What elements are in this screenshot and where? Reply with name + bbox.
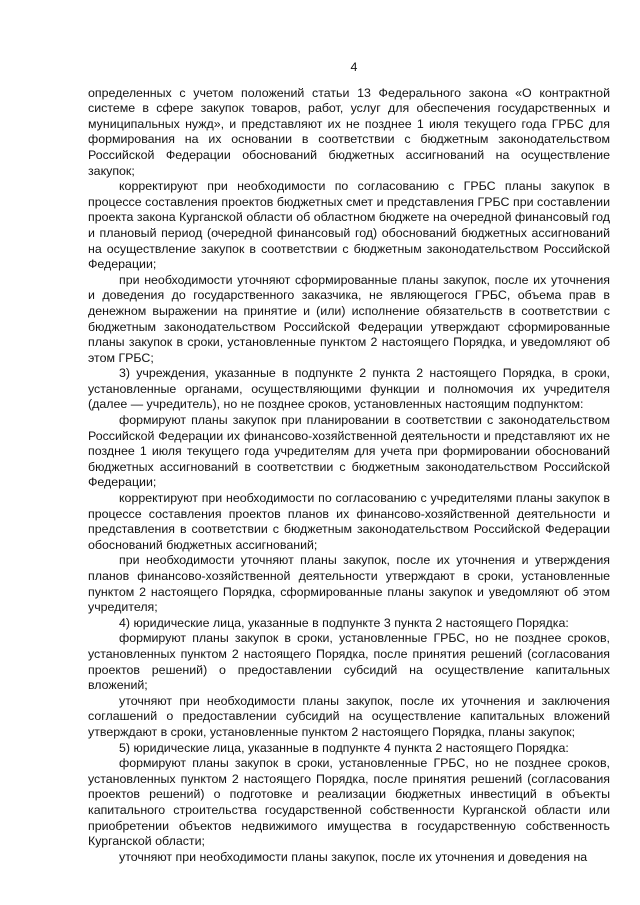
paragraph: формируют планы закупок при планировании в соответствии с законодательством Российской Федерации их финансово-хозяйственной деятельности и представляют их не позднее 1 июля текущего года учредителям для учета при формировании обоснований бюджетных ассигнований в соответствии с бюджетным законодательством Российской Федерации; [88,413,610,490]
paragraph: уточняют при необходимости планы закупок, после их уточнения и заключения соглашений о предоставлении субсидий на осуществление капитальных вложений утверждают в сроки, установленные пунктом 2 настоящего Порядка, планы закупок; [88,693,610,739]
paragraph: 3) учреждения, указанные в подпункте 2 пункта 2 настоящего Порядка, в сроки, установленные органами, осуществляющими функции и полномочия их учредителя (далее — учредитель), но не позднее сроков, установленных настоящим подпунктом: [88,366,610,412]
document-body [88,86,610,866]
paragraph: 5) юридические лица, указанные в подпункте 4 пункта 2 настоящего Порядка: [119,740,569,755]
paragraph: 4) юридические лица, указанные в подпункте 3 пункта 2 настоящего Порядка: [119,615,569,630]
page-number: 4 [350,60,358,74]
paragraph: формируют планы закупок в сроки, установленные ГРБС, но не позднее сроков, установленных пунктом 2 настоящего Порядка, после принятия решений (согласования проектов решений) о предоставлении субсидий на осуществление капитальных вложений; [88,631,610,693]
paragraph: корректируют при необходимости по согласованию с ГРБС планы закупок в процессе составления проектов бюджетных смет и представления ГРБС при составлении проекта закона Курганской области об областном бюджете на очередной финансовый год и плановый период (очередной финансовый год) обоснований бюджетных ассигнований на осуществление закупок в соответствии с бюджетным законодательством Российской Федерации; [88,179,610,272]
paragraph: при необходимости уточняют сформированные планы закупок, после их уточнения и доведения до государственного заказчика, не являющегося ГРБС, объема прав в денежном выражении на принятие и (или) исполнение обязательств в соответствии с бюджетным законодательством Российской Федерации утверждают сформированные планы закупок в сроки, установленные пунктом 2 настоящего Порядка, и уведомляют об этом ГРБС; [88,272,610,365]
paragraph: при необходимости уточняют планы закупок, после их уточнения и утверждения планов финансово-хозяйственной деятельности утверждают в сроки, установленные пунктом 2 настоящего Порядка, сформированные планы закупок и уведомляют об этом учредителя; [88,553,610,615]
document-page [88,60,610,865]
paragraph: корректируют при необходимости по согласованию с учредителями планы закупок в процессе составления проектов планов их финансово-хозяйственной деятельности и представления в соответствии с бюджетным законодательством Российской Федерации обоснований бюджетных ассигнований; [88,491,610,552]
paragraph: определенных с учетом положений статьи 13 Федерального закона «О контрактной системе в сфере закупок товаров, работ, услуг для обеспечения государственных и муниципальных нужд», и представляют их не позднее 1 июля текущего года ГРБС для формирования на их основании в соответствии с бюджетным законодательством Российской Федерации обоснований бюджетных ассигнований на осуществление закупок; [88,85,610,178]
paragraph: уточняют при необходимости планы закупок, после их уточнения и доведения на [119,849,588,864]
paragraph: формируют планы закупок в сроки, установленные ГРБС, но не позднее сроков, установленных пунктом 2 настоящего Порядка, после принятия решений (согласования проектов решений) о подготовке и реализации бюджетных инвестиций в объекты капитального строительства государственной собственности Курганской области или приобретении объектов недвижимого имущества в государственную собственность Курганской области; [88,756,610,849]
